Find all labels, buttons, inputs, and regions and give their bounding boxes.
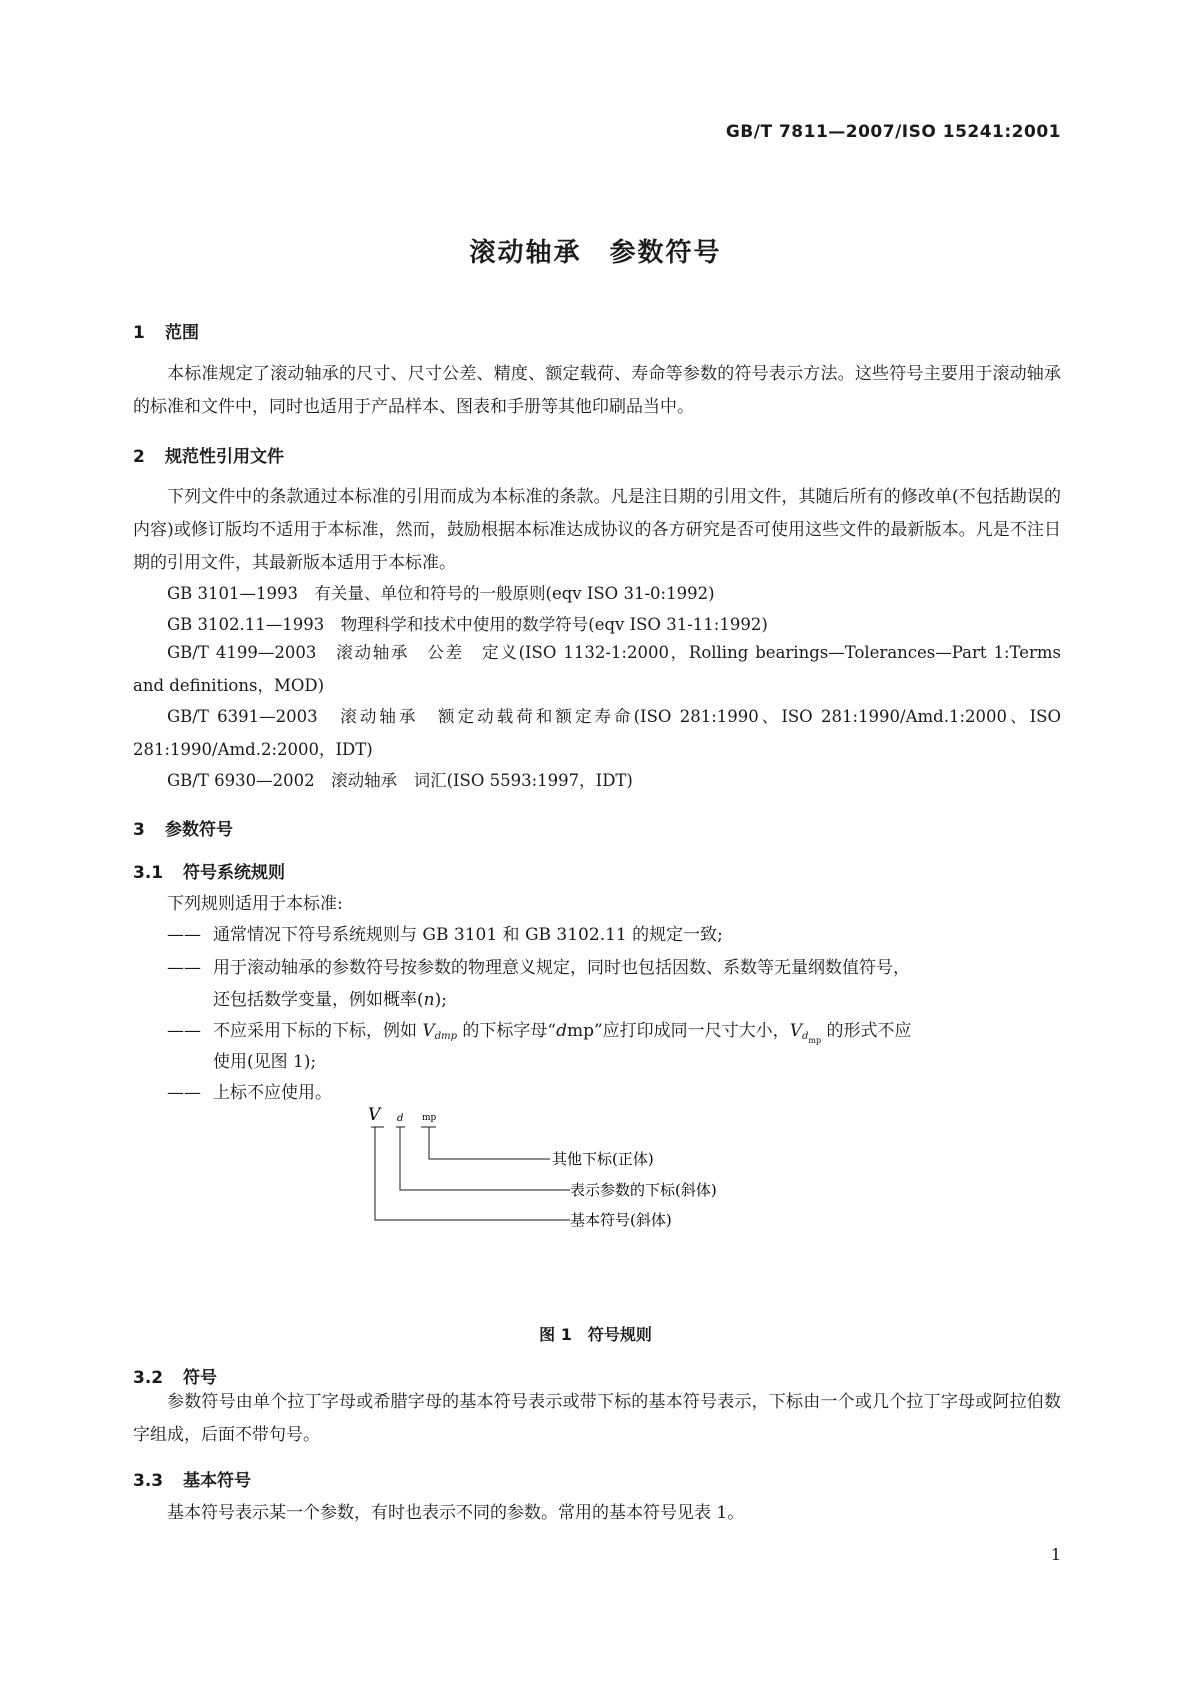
rule-text: 用于滚动轴承的参数符号按参数的物理意义规定，同时也包括因数、系数等无量纲数值符号，	[213, 958, 910, 978]
section-title: 参数符号	[165, 820, 233, 840]
label-param-subscript: 表示参数的下标(斜体)	[570, 1181, 717, 1199]
subsection-title: 基本符号	[183, 1471, 251, 1491]
leader-base	[375, 1127, 570, 1220]
reference-item: GB/T 4199—2003 滚动轴承 公差 定义(ISO 1132-1:2000，Rolling bearings—Tolerances—Part 1:Terms and definitions，MOD)	[133, 643, 1061, 695]
subscript: dmp	[434, 1031, 457, 1042]
section-2-heading	[133, 442, 284, 467]
rule-item-continuation: 使用(见图 1);	[213, 1052, 317, 1072]
reference-item: GB 3101—1993 有关量、单位和符号的一般原则(eqv ISO 31-0:1992)	[167, 584, 715, 603]
subscript-d: d	[801, 1031, 809, 1042]
subscript-d: d	[556, 1021, 567, 1041]
section-title: 规范性引用文件	[165, 447, 284, 467]
subsection-3-3-heading	[133, 1466, 251, 1491]
dash: ——	[167, 958, 201, 978]
section-2-paragraph: 下列文件中的条款通过本标准的引用而成为本标准的条款。凡是注日期的引用文件，其随后所有的修改单(不包括勘误的内容)或修订版均不适用于本标准，然而，鼓励根据本标准达成协议的各方研究是否可使用这些文件的最新版本。凡是不注日期的引用文件，其最新版本适用于本标准。	[133, 487, 1061, 573]
rule-text: mp”应打印成同一尺寸大小，	[566, 1021, 790, 1041]
rule-text: 还包括数学变量，例如概率(	[213, 990, 424, 1010]
dash: ——	[167, 1021, 201, 1041]
rule-item	[167, 1078, 332, 1103]
section-number: 3	[133, 820, 145, 840]
subsection-number: 3.3	[133, 1471, 164, 1491]
subsection-title: 符号	[183, 1368, 217, 1388]
rule-text: 的下标字母“	[456, 1021, 557, 1041]
rule-text: 的形式不应	[821, 1021, 912, 1041]
section-1-paragraph: 本标准规定了滚动轴承的尺寸、尺寸公差、精度、额定载荷、寿命等参数的符号表示方法。这些符号主要用于滚动轴承的标准和文件中，同时也适用于产品样本、图表和手册等其他印刷品当中。	[133, 364, 1061, 417]
rule-text: 通常情况下符号系统规则与 GB 3101 和 GB 3102.11 的规定一致;	[213, 925, 723, 945]
subsection-3-2-paragraph: 参数符号由单个拉丁字母或希腊字母的基本符号表示或带下标的基本符号表示，下标由一个或几个拉丁字母或阿拉伯数字组成，后面不带句号。	[133, 1392, 1061, 1445]
symbol-v: V	[789, 1021, 802, 1041]
reference-item: GB/T 6930—2002 滚动轴承 词汇(ISO 5593:1997，IDT)	[167, 771, 633, 790]
subsection-number: 3.2	[133, 1368, 164, 1388]
sub-subscript: mp	[808, 1036, 822, 1045]
rules-intro: 下列规则适用于本标准:	[167, 894, 343, 914]
leader-other	[429, 1127, 550, 1159]
rule-item	[167, 920, 723, 945]
reference-item: GB 3102.11—1993 物理科学和技术中使用的数学符号(eqv ISO 31-11:1992)	[167, 615, 768, 634]
figure-param-subscript: d	[397, 1113, 404, 1124]
rule-item	[167, 953, 910, 978]
subsection-3-2-heading	[133, 1363, 217, 1388]
section-3-heading	[133, 815, 233, 840]
subsection-title: 符号系统规则	[183, 863, 285, 883]
rule-item-continuation	[213, 985, 447, 1010]
standard-number: GB/T 7811—2007/ISO 15241:2001	[725, 122, 1061, 142]
label-other-subscript: 其他下标(正体)	[552, 1150, 654, 1168]
figure-base-symbol: V	[368, 1105, 381, 1125]
section-number: 2	[133, 447, 145, 467]
subsection-3-1-heading	[133, 858, 285, 883]
subsection-number: 3.1	[133, 863, 164, 883]
symbol-v: V	[422, 1021, 435, 1041]
rule-text: );	[434, 990, 447, 1010]
figure-other-subscript: mp	[422, 1113, 437, 1123]
section-title: 范围	[165, 323, 199, 343]
subsection-3-3-paragraph: 基本符号表示某一个参数，有时也表示不同的参数。常用的基本符号见表 1。	[167, 1503, 745, 1523]
reference-item: GB/T 6391—2003 滚动轴承 额定动载荷和额定寿命(ISO 281:1990、ISO 281:1990/Amd.1:2000、ISO 281:1990/Amd.2:2000，IDT)	[133, 707, 1061, 759]
figure-caption: 图 1 符号规则	[539, 1325, 652, 1344]
section-number: 1	[133, 323, 145, 343]
variable-n: n	[423, 990, 435, 1010]
rule-item	[167, 1016, 912, 1045]
section-1-heading	[133, 318, 199, 343]
document-title: 滚动轴承 参数符号	[469, 238, 722, 268]
rule-text: 上标不应使用。	[213, 1083, 332, 1103]
label-base-symbol: 基本符号(斜体)	[570, 1211, 672, 1229]
symbol-rule-figure	[360, 1102, 780, 1242]
dash: ——	[167, 925, 201, 945]
rule-text: 不应采用下标的下标，例如	[213, 1021, 423, 1041]
dash: ——	[167, 1083, 201, 1103]
page-number: 1	[1050, 1545, 1061, 1564]
